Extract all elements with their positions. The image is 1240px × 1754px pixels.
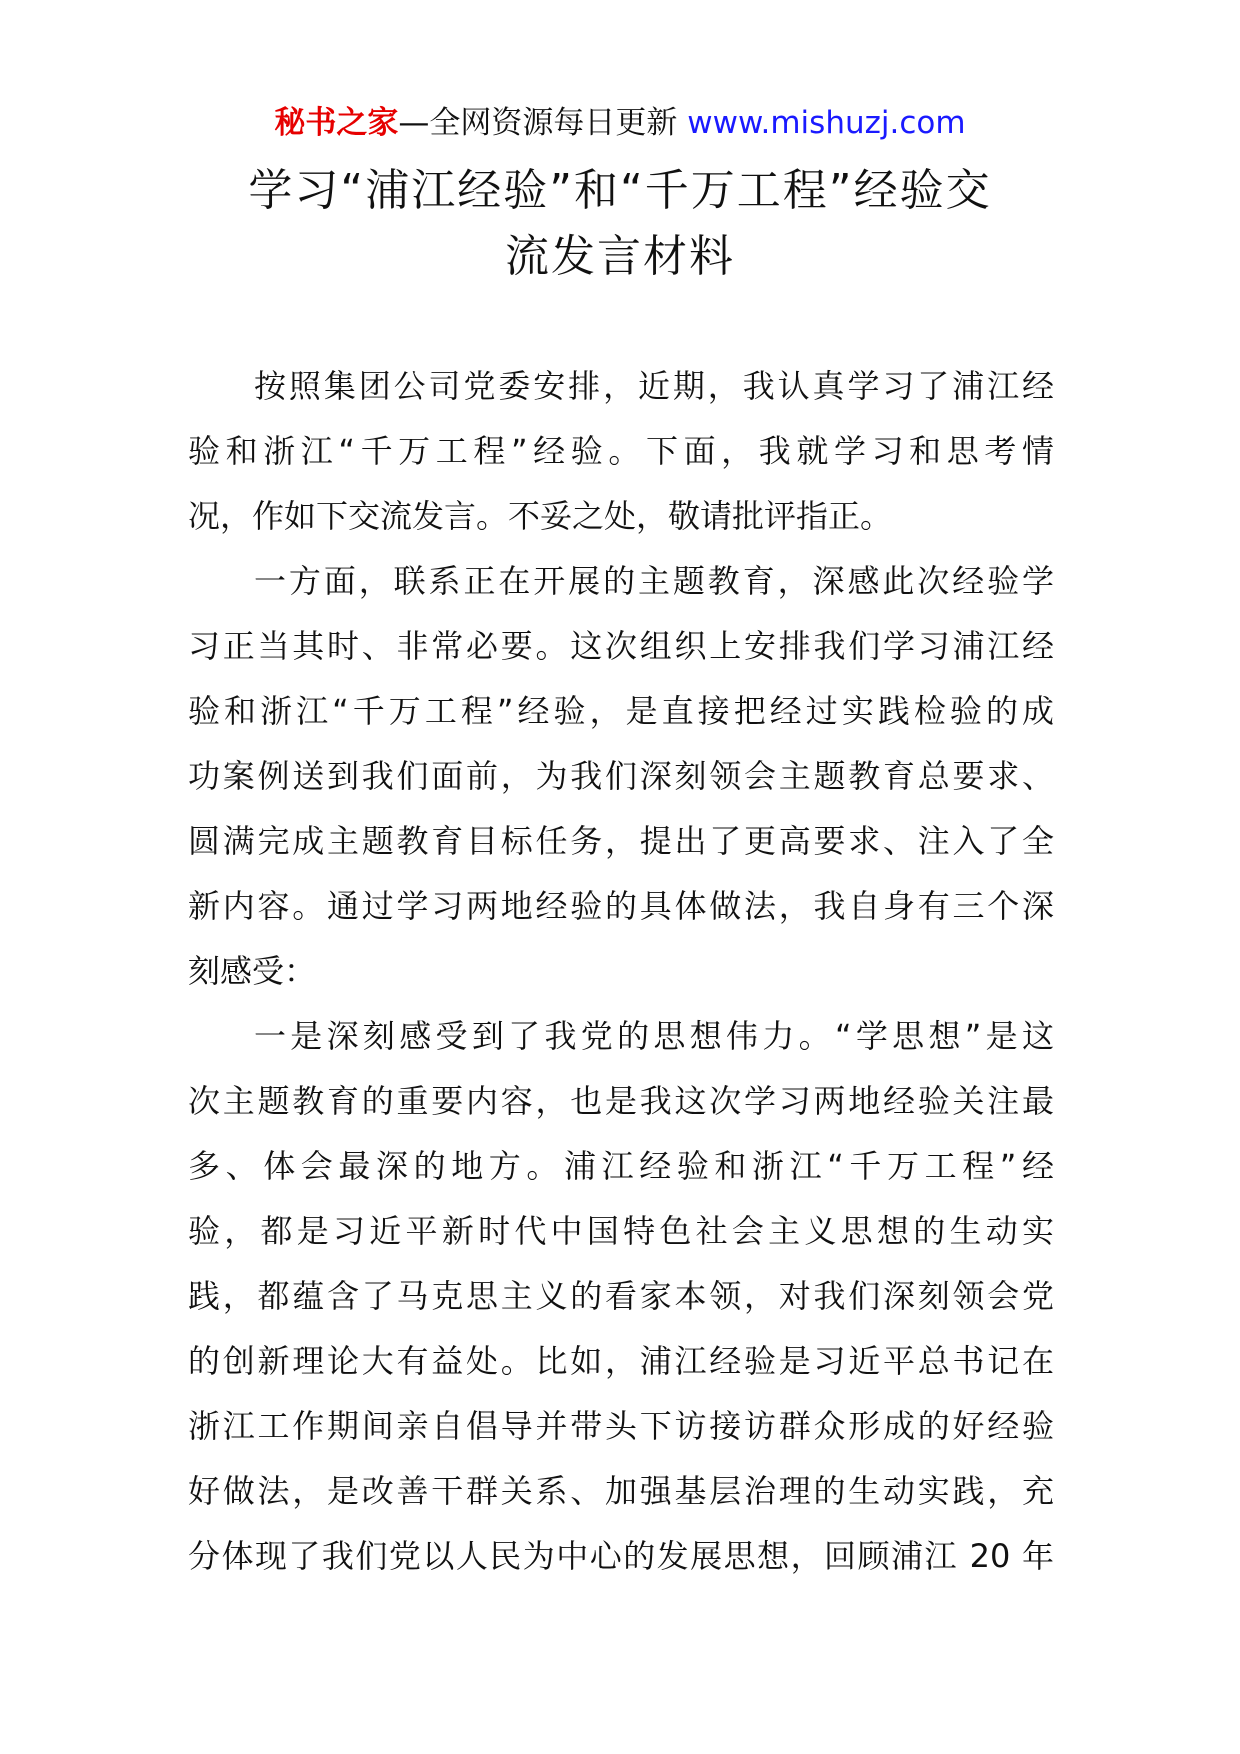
site-header (0, 101, 1240, 145)
text-line: 习正当其时、非常必要。这次组织上安排我们学习浦江经 (188, 627, 1054, 665)
text-line: 的创新理论大有益处。比如，浦江经验是习近平总书记在 (188, 1342, 1054, 1380)
paragraph-intro (188, 354, 1054, 549)
site-url-link[interactable]: www.mishuzj.com (687, 105, 966, 141)
text-line: 多、体会最深的地方。浦江经验和浙江“千万工程”经 (188, 1147, 1054, 1185)
site-brand: 秘书之家 (274, 105, 399, 141)
text-line: 好做法，是改善干群关系、加强基层治理的生动实践，充 (188, 1472, 1054, 1510)
paragraph-thought-power (188, 1004, 1054, 1589)
text-line: 浙江工作期间亲自倡导并带头下访接访群众形成的好经验 (188, 1407, 1054, 1445)
site-tagline: —全网资源每日更新 (398, 105, 678, 141)
text-line: 圆满完成主题教育目标任务，提出了更高要求、注入了全 (188, 822, 1054, 860)
document-title (170, 158, 1070, 290)
text-line: 验，都是习近平新时代中国特色社会主义思想的生动实 (188, 1212, 1054, 1250)
text-line: 践，都蕴含了马克思主义的看家本领，对我们深刻领会党 (188, 1277, 1054, 1315)
text-line: 验和浙江“千万工程”经验。下面，我就学习和思考情 (188, 432, 1054, 470)
text-line: 刻感受： (188, 952, 317, 990)
text-line: 次主题教育的重要内容，也是我这次学习两地经验关注最 (188, 1082, 1054, 1120)
text-line: 况，作如下交流发言。不妥之处，敬请批评指正。 (188, 497, 893, 535)
document-title-line: 流发言材料 (505, 231, 735, 282)
document-body (188, 354, 1054, 1589)
text-line: 按照集团公司党委安排，近期，我认真学习了浦江经 (254, 367, 1054, 405)
paragraph-first-aspect (188, 549, 1054, 1004)
text-line: 功案例送到我们面前，为我们深刻领会主题教育总要求、 (188, 757, 1054, 795)
text-line: 验和浙江“千万工程”经验，是直接把经过实践检验的成 (188, 692, 1054, 730)
text-line: 一是深刻感受到了我党的思想伟力。“学思想”是这 (254, 1017, 1054, 1055)
text-line: 分体现了我们党以人民为中心的发展思想，回顾浦江 20 年 (188, 1537, 1054, 1575)
text-line: 新内容。通过学习两地经验的具体做法，我自身有三个深 (188, 887, 1054, 925)
text-line: 一方面，联系正在开展的主题教育，深感此次经验学 (254, 562, 1054, 600)
document-title-line: 学习“浦江经验”和“千万工程”经验交 (248, 165, 992, 216)
